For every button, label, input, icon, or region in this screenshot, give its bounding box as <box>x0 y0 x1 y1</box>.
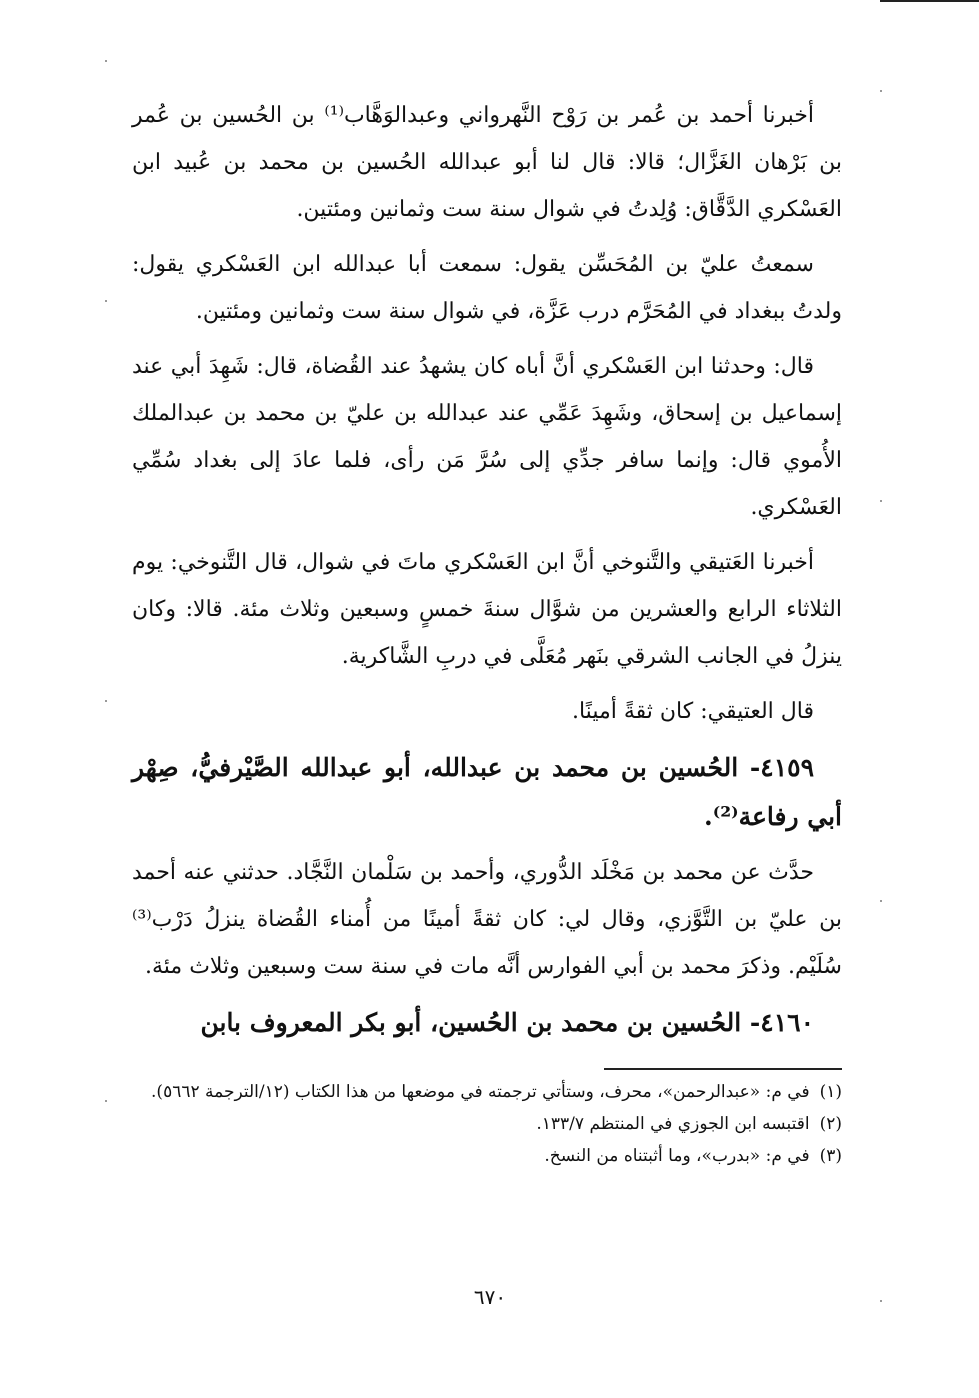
footnote-1 <box>132 1076 842 1108</box>
paragraph-2: سمعتُ عليّ بن المُحَسِّن يقول: سمعت أبا عبدالله ابن العَسْكري يقول: ولدتُ ببغداد في المُحَرَّم درب عَزَّة، في شوال سنة ست وثمانين ومئتين. <box>132 252 842 324</box>
paragraph-5: قال العتيقي: كان ثقةً أمينًا. <box>571 699 814 724</box>
paragraph-6: حدَّث عن محمد بن مَخْلَد الدُّوري، وأحمد بن سَلْمان النَّجَّاد. حدثني عنه أحمد بن عليّ بن التَّوَّزي، وقال لي: كان ثقةً أمينًا من أُمناء القُضاة ينزلُ دَرْب⁽³⁾ سُلَيْم. وذكرَ محمد بن أبي الفوارس أنَّه مات في سنة ست وسبعين وثلاث مئة. <box>132 860 842 979</box>
footnote-text: في م: «عبدالرحمن»، محرف، وستأتي ترجمته في موضعها من هذا الكتاب (١٢/الترجمة ٥٦٦٢). <box>151 1082 810 1102</box>
page-number: ٦٧٠ <box>473 1285 507 1309</box>
entry-heading-4160: ٤١٦٠- الحُسين بن محمد بن الحُسين، أبو بكر المعروف بابن <box>200 1008 814 1037</box>
footnote-separator <box>604 1068 842 1070</box>
footnote-3 <box>132 1140 842 1172</box>
footnote-number: (٣) <box>819 1146 842 1166</box>
footnote-number: (١) <box>819 1082 842 1102</box>
entry-heading-4159: ٤١٥٩- الحُسين بن محمد بن عبدالله، أبو عبدالله الصَّيْرفيُّ، صِهْر أبي رفاعة⁽²⁾. <box>132 753 842 831</box>
paragraph-4: أخبرنا العَتيقي والتَّنوخي أنَّ ابن العَسْكري ماتَ في شوال، قال التَّنوخي: يوم الثلاثاء الرابع والعشرين من شوَّال سنةَ خمسٍ وسبعين وثلاث مئة. قالا: وكان ينزلُ في الجانب الشرقي بنَهر مُعَلَّى في دربِ الشَّاكرية. <box>132 550 842 669</box>
footnote-number: (٢) <box>819 1114 842 1134</box>
main-text <box>132 92 842 1055</box>
footnote-text: اقتبسه ابن الجوزي في المنتظم ١٣٣/٧. <box>536 1114 810 1134</box>
footnote-text: في م: «بدرب»، وما أثبتناه من النسخ. <box>544 1146 810 1166</box>
paragraph-1: أخبرنا أحمد بن عُمر بن رَوْح النَّهرواني وعبدالوَهَّاب⁽¹⁾ بن الحُسين بن عُمر بن بَرْهان الغَزَّال؛ قالا: قال لنا أبو عبدالله الحُسين بن محمد بن عُبيد ابن العَسْكري الدَّقَّاق: وُلِدتُ في شوال سنة ست وثمانين ومئتين. <box>132 103 842 222</box>
footnotes <box>132 1076 842 1172</box>
footnote-2 <box>132 1108 842 1140</box>
paragraph-3: قال: وحدثنا ابن العَسْكري أنَّ أباه كان يشهدُ عند القُضاة، قال: شَهِدَ أبي عند إسماعيل بن إسحاق، وشَهِدَ عَمِّي عند عبدالله بن عليّ بن محمد بن عبدالملك الأُموي قال: وإنما سافر جدِّي إلى سُرَّ مَن رأى، فلما عادَ إلى بغداد سُمِّي العَسْكري. <box>132 354 842 520</box>
top-edge-line <box>880 0 979 2</box>
